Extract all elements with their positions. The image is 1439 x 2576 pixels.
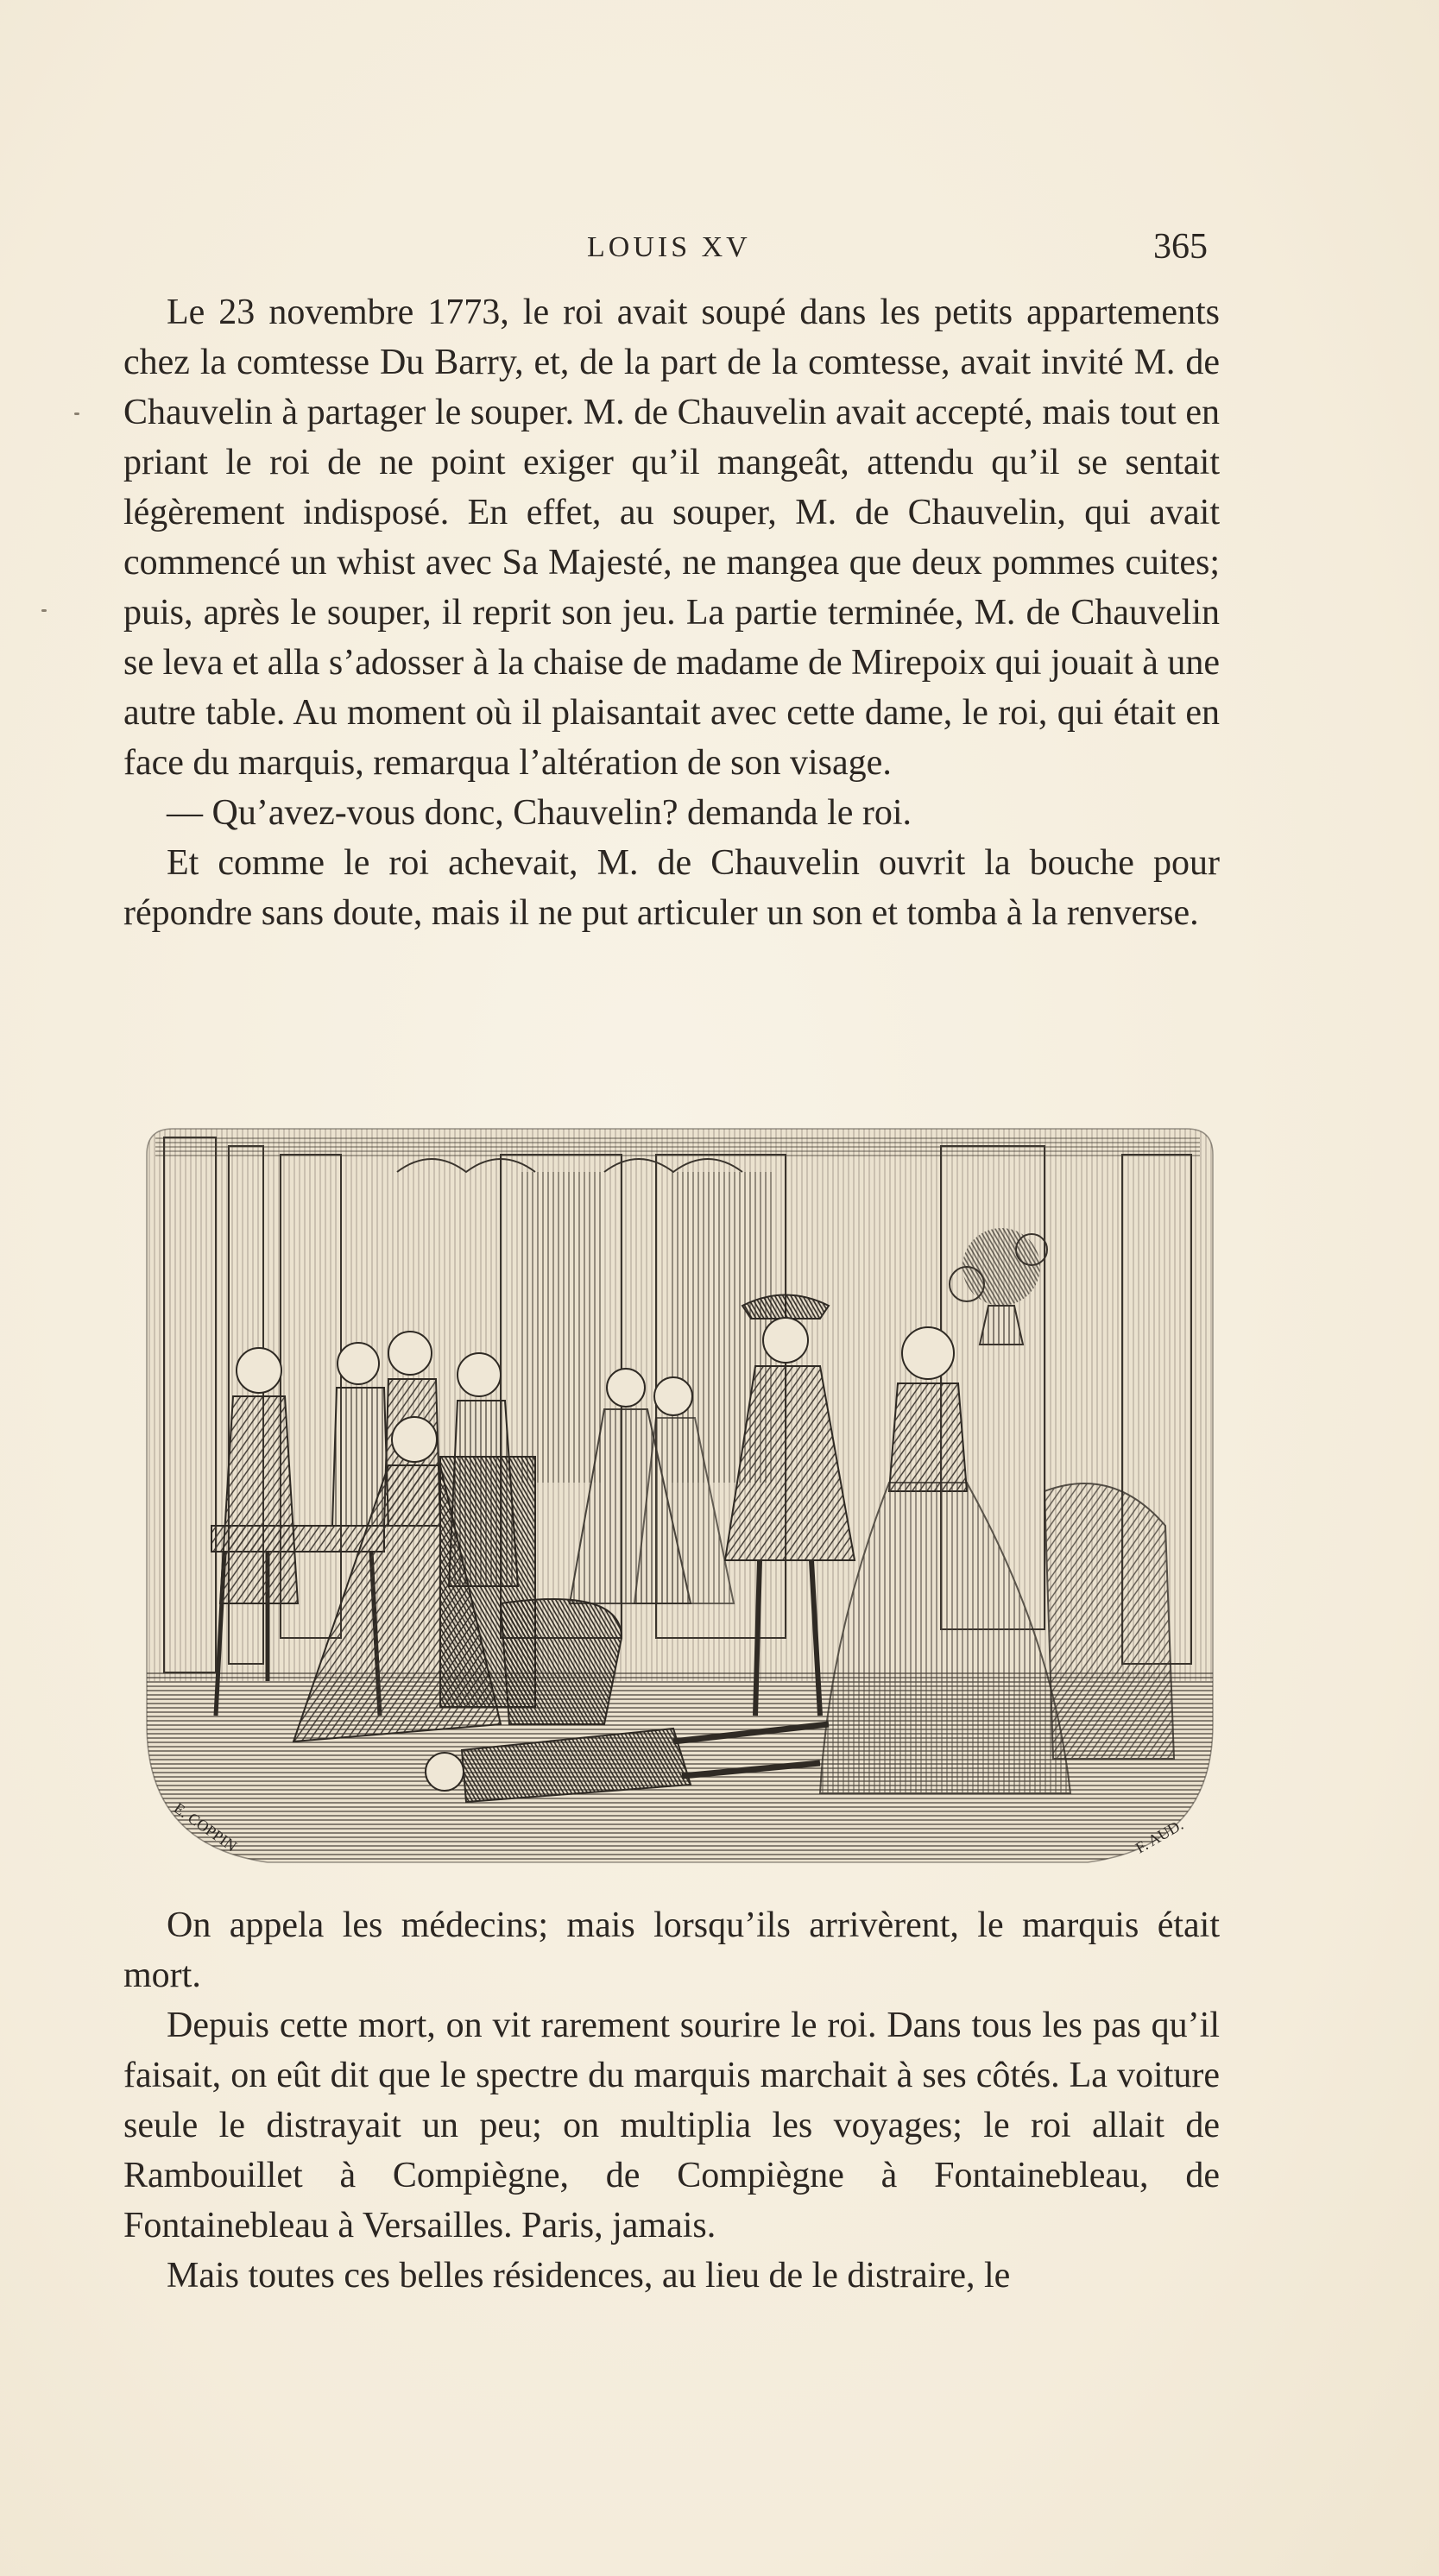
- doorway-panel: [518, 1172, 604, 1483]
- page-number: 365: [1153, 227, 1208, 267]
- paragraph: Mais toutes ces belles résidences, au lieu de le distraire, le: [167, 2256, 1011, 2296]
- cornice: [155, 1137, 1200, 1159]
- margin-mark: [74, 413, 79, 415]
- engraver-signature: E. COPPIN: [170, 1798, 240, 1855]
- paragraph: Le 23 novembre 1773, le roi avait soupé dans les petits appartements chez la comtesse Du Barry, et, de la part de la comtesse, avait invité M. de Chauvelin à partager le souper. M. de Chauvelin avait accepté, mais tout en priant le roi de ne point exiger qu’il mangeât, attendu qu’il se sentait légèrement indisposé. En effet, au souper, M. de Chauvelin, qui avait commencé un whist avec Sa Majesté, ne mangea que deux pommes cuites; puis, après le souper, il reprit son jeu. La partie terminée, M. de Chauvelin se leva et alla s’adosser à la chaise de madame de Mirepoix qui jouait à une autre table. Au moment où il plaisantait avec cette dame, le roi, qui était en face du marquis, remarqua l’altération de son visage.: [123, 293, 1221, 783]
- foreground-chair: [501, 1599, 622, 1724]
- paragraph: On appela les médecins; mais lorsqu’ils arrivèrent, le marquis était mort.: [123, 1905, 1220, 1995]
- running-title: LOUIS XV: [587, 231, 751, 263]
- sofa: [1045, 1483, 1174, 1759]
- engraving-illustration: [138, 1120, 1217, 1880]
- text-block-bottom: [123, 1900, 1220, 2301]
- paragraph: Et comme le roi achevait, M. de Chauvelin ouvrit la bouche pour répondre sans doute, mais il ne put articuler un son et tomba à la renverse.: [123, 843, 1220, 933]
- margin-mark: [41, 609, 47, 612]
- paragraph: — Qu’avez-vous donc, Chauvelin? demanda le roi.: [167, 793, 912, 833]
- artist-signature: F. AUD.: [1133, 1816, 1187, 1857]
- paragraph: Depuis cette mort, on vit rarement sourire le roi. Dans tous les pas qu’il faisait, on eût dit que le spectre du marquis marchait à ses côtés. La voiture seule le distrayait un peu; on multiplia les voyages; le roi allait de Rambouillet à Compiègne, de Compiègne à Fontainebleau, de Fontainebleau à Versailles. Paris, jamais.: [123, 2006, 1220, 2245]
- text-block-top: [123, 287, 1220, 938]
